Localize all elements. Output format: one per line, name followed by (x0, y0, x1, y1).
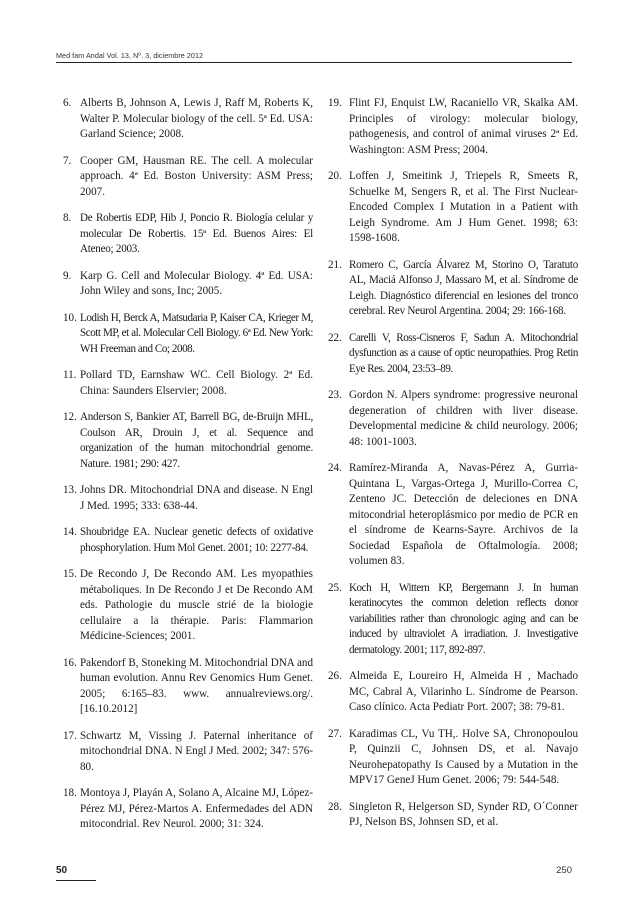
reference-text: Gordon N. Alpers syndrome: progressive neuronal degeneration of children with liver disease. Developmental medicine & child neurology. 2006; 48: 1001-1003. (349, 389, 578, 448)
reference-item (63, 525, 313, 556)
reference-text: Karadimas CL, Vu TH,. Holve SA, Chronopoulou P, Quinzii C, Johnsen DS, et al. Navajo Neurohepatopathy Is Caused by a Mutation in the MPV17 GeneJ Hum Genet. 2006; 79: 544-548. (349, 727, 578, 786)
reference-number: 13. (63, 484, 77, 496)
reference-text: Alberts B, Johnson A, Lewis J, Raff M, Roberts K, Walter P. Molecular biology of the cell. 5ª Ed. USA: Garland Science; 2008. (80, 97, 313, 140)
reference-text: De Recondo J, De Recondo AM. Les myopathies métaboliques. In De Recondo J et De Recondo AM eds. Pathologie du muscle strié de la biologie cellulaire a la thérapie. Paris: Flammarion Médicine-Sciences; 2001. (80, 568, 313, 642)
reference-item (328, 331, 578, 378)
reference-item (63, 410, 313, 472)
reference-text: Schwartz M, Vissing J. Paternal inheritance of mitochondrial DNA. N Engl J Med. 2002; 347: 576-80. (80, 729, 313, 773)
reference-number: 14. (63, 526, 77, 538)
reference-text: Shoubridge EA. Nuclear genetic defects of oxidative phosphorylation. Hum Mol Genet. 2001; 10: 2277-84. (80, 526, 313, 554)
reference-number: 11. (63, 369, 77, 381)
reference-number: 23. (328, 389, 342, 401)
journal-header: Med fam Andal Vol. 13, Nº. 3, diciembre 2012 (56, 51, 204, 60)
reference-item (63, 729, 313, 776)
reference-item (63, 96, 313, 143)
reference-number: 9. (63, 269, 72, 282)
reference-text: Loffen J, Smeitink J, Triepels R, Smeets R, Schuelke M, Sengers R, et al. The First Nuclear-Encoded Complex I Mutation in a Patient with Leigh Syndrome. Am J Hum Genet. 1998; 63: 1598-1608. (349, 170, 578, 244)
reference-item (63, 483, 313, 514)
references-column-left (63, 96, 313, 844)
reference-item (328, 800, 578, 831)
reference-text: Cooper GM, Hausman RE. The cell. A molecular approach. 4ª Ed. Boston University: ASM Press; 2007. (80, 154, 313, 198)
reference-text: Flint FJ, Enquist LW, Racaniello VR, Skalka AM. Principles of virology: molecular biology, pathogenesis, and control of animal viruses 2ª Ed. Washington: ASM Press; 2004. (349, 97, 578, 156)
page-number-right: 250 (556, 865, 572, 876)
reference-number: 21. (328, 258, 342, 271)
reference-text: Johns DR. Mitochondrial DNA and disease. N Engl J Med. 1995; 333: 638-44. (80, 484, 313, 512)
reference-text: Montoya J, Playán A, Solano A, Alcaine MJ, López-Pérez MJ, Pérez-Martos A. Enfermedades del ADN mitocondrial. Rev Neurol. 2000; 31: 324. (80, 787, 313, 830)
reference-number: 25. (328, 581, 342, 594)
reference-number: 27. (328, 727, 342, 740)
reference-item (328, 727, 578, 789)
reference-text: Carelli V, Ross-Cisneros F, Sadun A. Mitochondrial dysfunction as a cause of optic neuropathies. Prog Retin Eye Res. 2004, 23:53–89. (349, 331, 578, 375)
reference-item (328, 581, 578, 659)
reference-item (63, 311, 313, 358)
reference-text: Romero C, García Álvarez M, Storino O, Taratuto AL, Maciá Alfonso J, Massaro M, et al. Síndrome de Leigh. Diagnóstico diferencial en lesiones del tronco cerebral. Rev Neurol Argentina. 2004; 29: 166-168. (349, 258, 578, 317)
reference-text: Koch H, Wittern KP, Bergemann J. In human keratinocytes the common deletion reflects donor variabilities rather than chronologic aging and can be induced by ultraviolet A irradiation. J. Investigative dermatology. 2001; 117, 892-897. (349, 581, 578, 656)
reference-number: 24. (328, 462, 342, 474)
reference-item (328, 669, 578, 716)
reference-item (63, 656, 313, 718)
reference-text: Almeida E, Loureiro H, Almeida H , Machado MC, Cabral A, Vilarinho L. Síndrome de Pearson. Caso clínico. Acta Pediatr Port. 2007; 38: 79-81. (349, 670, 578, 713)
reference-number: 12. (63, 411, 77, 423)
reference-text: Karp G. Cell and Molecular Biology. 4ª Ed. USA: John Wiley and sons, Inc; 2005. (80, 269, 313, 297)
reference-number: 28. (328, 800, 342, 813)
reference-text: Singleton R, Helgerson SD, Synder RD, O´Conner PJ, Nelson BS, Johnsen SD, et al. (349, 800, 578, 828)
reference-number: 8. (63, 212, 72, 224)
reference-number: 10. (63, 311, 77, 324)
reference-number: 6. (63, 97, 72, 109)
reference-item (63, 269, 313, 300)
reference-item (63, 154, 313, 201)
reference-number: 16. (63, 656, 77, 669)
reference-text: De Robertis EDP, Hib J, Poncio R. Biología celular y molecular De Robertis. 15ª Ed. Buenos Aires: El Ateneo; 2003. (80, 212, 313, 255)
reference-number: 26. (328, 670, 342, 682)
reference-text: Pakendorf B, Stoneking M. Mitochondrial DNA and human evolution. Annu Rev Genomics Hum Genet. 2005; 6:165–83. www. annualreviews.org/. [16.10.2012] (80, 656, 313, 715)
reference-item (63, 211, 313, 258)
footer-divider (56, 880, 96, 881)
reference-text: Ramírez-Miranda A, Navas-Pérez A, Gurria-Quintana L, Vargas-Ortega J, Murillo-Correa C, Zenteno JC. Detección de deleciones en DNA mitocondrial heteroplásmico por medio de PCR en el síndrome de Kearns-Sayre. Archivos de la Sociedad Española de Oftalmología. 2008; volumen 83. (349, 462, 578, 567)
references-column-right (328, 96, 578, 842)
reference-number: 15. (63, 568, 77, 580)
reference-number: 17. (63, 729, 77, 742)
reference-item (328, 258, 578, 320)
page-number-left: 50 (56, 865, 68, 876)
reference-item (328, 388, 578, 450)
reference-item (328, 169, 578, 247)
reference-number: 18. (63, 787, 77, 799)
header-divider (56, 62, 572, 63)
reference-item (328, 96, 578, 158)
reference-number: 19. (328, 97, 342, 109)
reference-number: 20. (328, 170, 342, 182)
reference-item (63, 567, 313, 645)
reference-text: Pollard TD, Earnshaw WC. Cell Biology. 2ª Ed. China: Saunders Elservier; 2008. (80, 369, 313, 397)
reference-item (328, 461, 578, 570)
reference-number: 7. (63, 154, 72, 167)
reference-text: Lodish H, Berck A, Matsudaria P, Kaiser CA, Krieger M, Scott MP, et al. Molecular Cell Biology. 6ª Ed. New York: WH Freeman and Co; 2008. (80, 311, 313, 355)
reference-number: 22. (328, 331, 342, 344)
reference-item (63, 786, 313, 833)
reference-text: Anderson S, Bankier AT, Barrell BG, de-Bruijn MHL, Coulson AR, Drouin J, et al. Sequence and organization of the human mitochondrial genome. Nature. 1981; 290: 427. (80, 411, 313, 470)
reference-item (63, 368, 313, 399)
